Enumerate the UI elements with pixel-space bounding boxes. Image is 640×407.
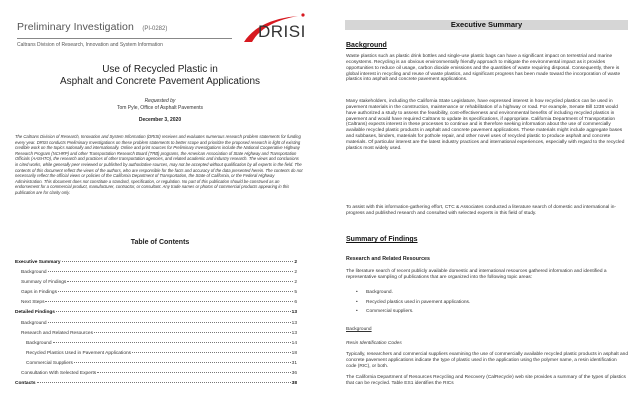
list-item: • Background. — [356, 290, 470, 300]
toc-label: Background — [26, 340, 52, 346]
title-line-1: Use of Recycled Plastic in — [102, 64, 218, 75]
toc-label: Contacts — [15, 381, 36, 387]
toc-page: 13 — [291, 310, 297, 316]
topic-list — [356, 290, 470, 319]
toc-entry[interactable] — [15, 341, 297, 351]
toc-label: Research and Related Resources — [21, 330, 93, 336]
toc-leader — [45, 301, 293, 302]
toc-entry[interactable] — [15, 371, 297, 381]
background-paragraph-2: Many stakeholders, including the California State Legislature, have expressed interest in how recycled plastics can be used in pavement materials in the construction, maintenance or rehabilitation of a highway or road. For example, Senate Bill 1238 would have authorized a study to assess the feasibility, cost-effectiveness and environmental benefits of including recycled plastics in pavement and would have required Caltrans to update its specifications, if appropriate. California Department of Transportation (Caltrans) expects interest in these processes to continue and is therefore seeking information about the use of commercially available recycled plastic products in asphalt and concrete pavement applications. These materials might include aggregate bases and subbases, binders, materials for pothole repair, and other novel uses of recycled plastic to produce asphalt and concrete materials. Of particular interest are the latest industry practices and international experiences, especially with regard to the recycled plastics most widely used. — [346, 99, 625, 151]
requester: Tom Pyle, Office of Asphalt Pavements — [116, 105, 204, 111]
toc-label: Summary of Findings — [21, 280, 67, 286]
toc-label: Gaps in Findings — [21, 290, 57, 296]
series-code: (PI-0282) — [142, 26, 168, 32]
toc-page: 38 — [291, 381, 297, 387]
background-paragraph-1: Waste plastics such as plastic drink bottles and single-use plastic bags can have a significant impact on terrestrial and marine ecosystems. Recycling is an obvious environmentally friendly approach to mitigate the environmental impact as it provides opportunities to reduce oil usage, carbon dioxide emissions and the quantities of waste requiring disposal. Consequently, there is global interest in recycling and reuse of waste plastics, and significant progress has been made toward the incorporation of waste plastics into asphalt and concrete pavement applications. — [346, 54, 621, 83]
toc-page: 2 — [294, 270, 297, 276]
resin-paragraph-1: Typically, researchers and commercial suppliers examining the use of commercially available recycled plastic products in asphalt and concrete pavement applications indicate the type of plastic used in the application using the polymer name, a resin identification code (RIC), or both. — [346, 352, 628, 369]
header-rule — [17, 38, 232, 39]
background-heading: Background — [346, 42, 387, 49]
toc-leader — [132, 352, 291, 353]
section-banner: Executive Summary — [345, 20, 628, 30]
toc-entry[interactable] — [15, 381, 297, 391]
toc-page: 36 — [291, 371, 297, 377]
toc-page: 2 — [294, 280, 297, 286]
toc-leader — [62, 261, 294, 262]
toc-leader — [37, 382, 291, 383]
toc-entry[interactable] — [15, 321, 297, 331]
document-date: December 3, 2020 — [138, 117, 182, 123]
requested-by-label: Requested by — [144, 98, 176, 104]
toc-label: Commercial Suppliers — [26, 360, 73, 366]
toc-page: 18 — [291, 350, 297, 356]
drisi-logo-text: DRISI — [258, 22, 306, 41]
toc-entry[interactable] — [15, 361, 297, 371]
toc-title: Table of Contents — [130, 239, 190, 246]
toc-label: Detailed Findings — [15, 310, 55, 316]
toc-page: 5 — [294, 290, 297, 296]
toc-label: Background — [21, 320, 47, 326]
toc-entry[interactable] — [15, 260, 297, 270]
toc-page: 31 — [291, 360, 297, 366]
disclaimer-text: The Caltrans Division of Research, Innovation and System Information (DRISI) receives and evaluates numerous research problem statements for funding every year. DRISI conducts Preliminary Investigations on these problem statements to better scope and prioritize the proposed research in light of existing credible work on the topics nationally and internationally. Online and print sources for Preliminary Investigations include the National Cooperative Highway Research Program (NCHRP) and other Transportation Research Board (TRB) programs, the American Association of State Highway and Transportation Officials (AASHTO), the research and practices of other transportation agencies, and related academic and industry research. The views and conclusions in cited works, while generally peer reviewed or published by authoritative sources, may not be accepted without qualification by all experts in the field. The contents of this document reflect the views of the authors, who are responsible for the facts and accuracy of the data presented herein. The contents do not necessarily reflect the official views or policies of the California Department of Transportation, the State of California, or the Federal Highway Administration. This document does not constitute a standard, specification, or regulation. No part of this publication should be construed as an endorsement for a commercial product, manufacturer, contractor, or consultant. Any trade names or photos of commercial products appearing in this publication are for clarity only. — [15, 134, 303, 195]
document-title — [0, 64, 320, 88]
toc-leader — [48, 322, 291, 323]
toc-entry[interactable] — [15, 290, 297, 300]
toc-leader — [67, 281, 293, 282]
toc-label: Executive Summary — [15, 260, 61, 265]
document-header — [17, 17, 232, 48]
toc-page: 2 — [294, 260, 297, 265]
toc-entry[interactable] — [15, 300, 297, 310]
toc-leader — [94, 332, 291, 333]
toc-label: Recycled Plastics Used in Pavement Applications — [26, 350, 132, 356]
toc-page: 6 — [294, 300, 297, 306]
list-item: • Recycled plastics used in pavement applications. — [356, 300, 470, 310]
toc-entry[interactable] — [15, 351, 297, 361]
toc-leader — [74, 362, 291, 363]
toc-leader — [53, 342, 291, 343]
series-title: Preliminary Investigation — [17, 21, 134, 33]
resin-paragraph-2: The California Department of Resources Recycling and Recovery (CalRecycle) web site provides a summary of the types of plastics that can be recycled. Table ES1 identifies the RICs — [346, 375, 626, 386]
toc-label: Consultation With Selected Experts — [21, 371, 97, 377]
research-heading: Research and Related Resources — [346, 256, 430, 262]
toc-page: 13 — [291, 320, 297, 326]
summary-of-findings-heading: Summary of Findings — [346, 236, 418, 243]
toc-entry[interactable] — [15, 280, 297, 290]
executive-summary-page — [320, 0, 640, 407]
list-item: • Commercial suppliers. — [356, 309, 470, 319]
toc-label: Next Steps — [21, 300, 45, 306]
toc-leader — [58, 291, 293, 292]
table-of-contents — [15, 260, 297, 391]
toc-entry[interactable] — [15, 331, 297, 341]
background-paragraph-3: To assist with this information-gathering effort, CTC & Associates conducted a literature search of domestic and international in-progress and published research and consulted with selected experts in this field of study. — [346, 205, 617, 216]
toc-page: 13 — [291, 330, 297, 336]
division-name: Caltrans Division of Research, Innovation and System Information — [17, 42, 163, 48]
toc-leader — [48, 271, 294, 272]
toc-leader — [56, 311, 291, 312]
research-paragraph: The literature search of recent publicly available domestic and international resources gathered information and identified a representative sampling of publications that are organized into the following topic areas: — [346, 269, 607, 280]
title-line-2: Asphalt and Concrete Pavement Applications — [59, 76, 261, 87]
toc-leader — [97, 372, 290, 373]
toc-label: Background — [21, 270, 47, 276]
toc-page: 14 — [291, 340, 297, 346]
toc-entry[interactable] — [15, 310, 297, 320]
resin-codes-heading: Resin Identification Codes — [346, 341, 402, 346]
toc-entry[interactable] — [15, 270, 297, 280]
background-subheading: Background — [346, 327, 372, 332]
